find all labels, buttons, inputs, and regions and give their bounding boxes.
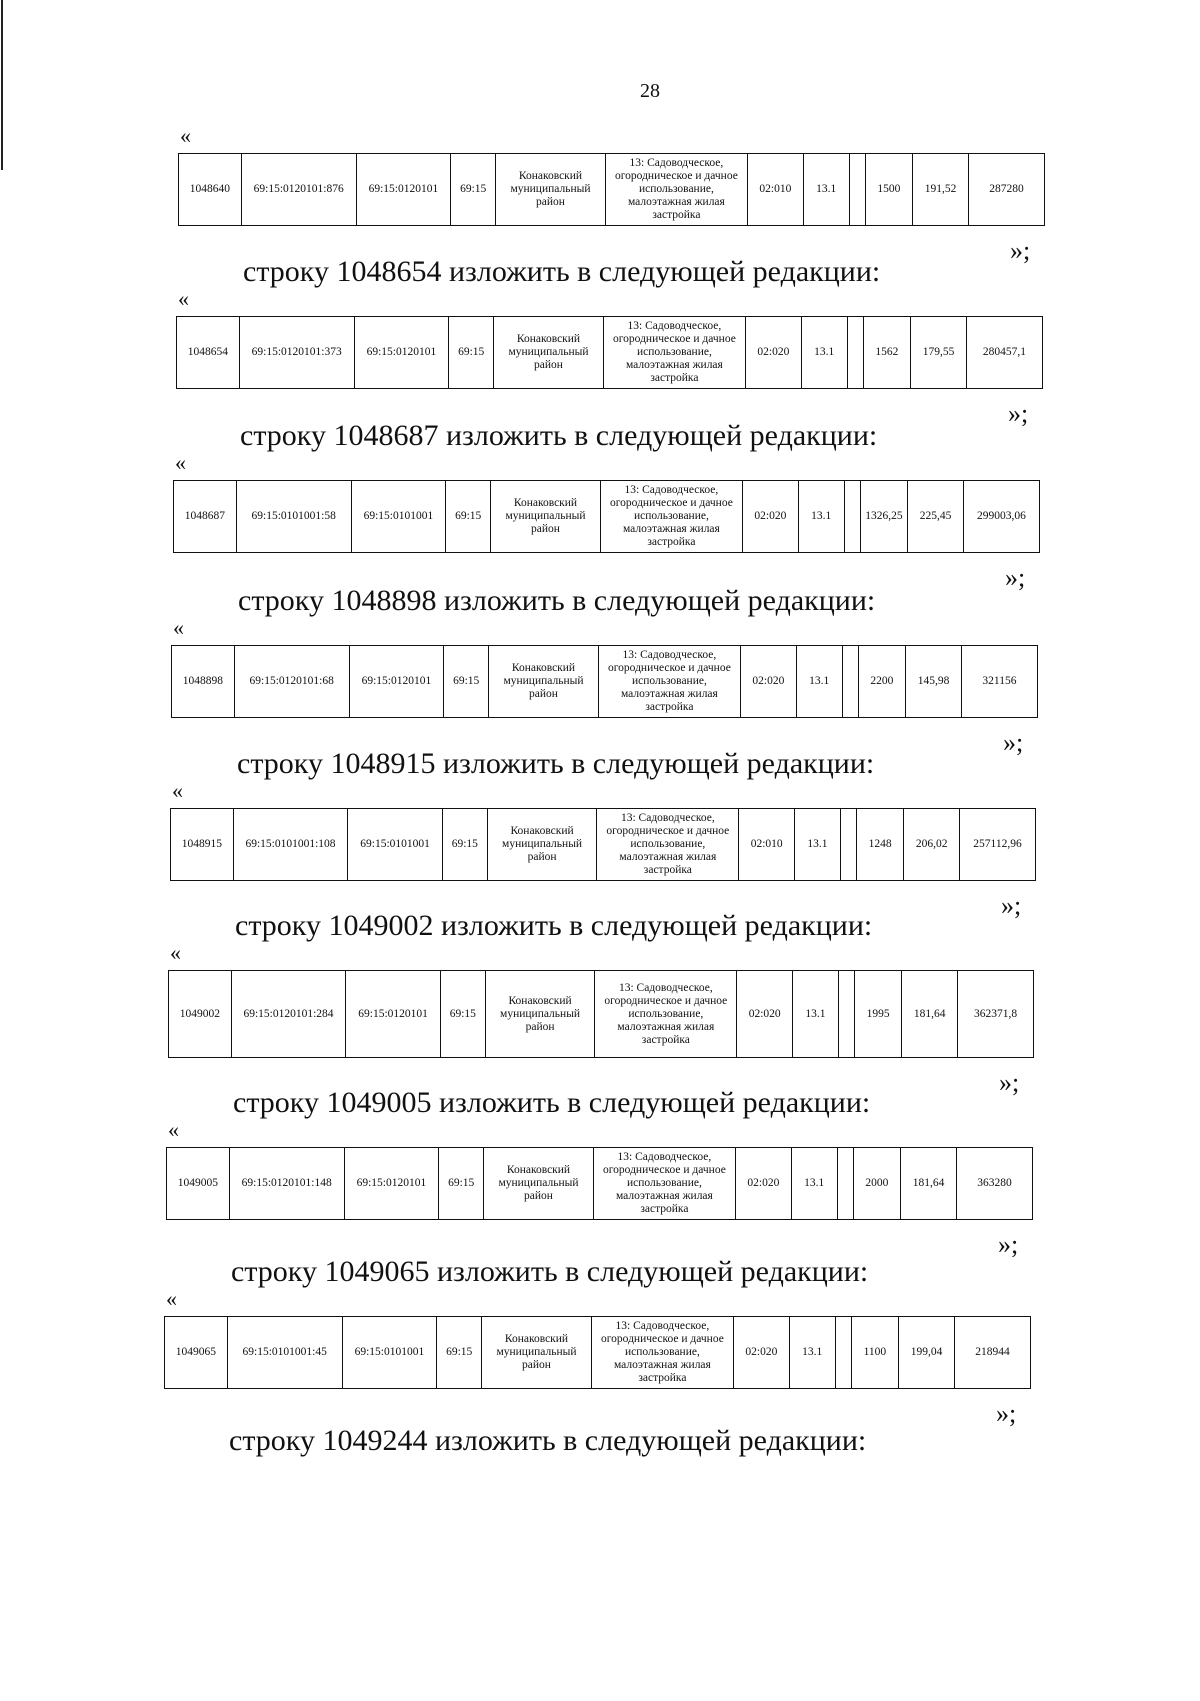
area: 1995 [854,971,902,1058]
municipality: Конаковский муниципальный район [484,1148,594,1220]
rate: 145,98 [906,646,962,718]
district-code: 69:15 [451,154,496,226]
section-heading: строку 1048898 изложить в следующей редакции: [238,584,876,617]
empty-cell [835,1317,851,1389]
zone-code: 02:020 [746,317,802,389]
table-row [165,1317,1031,1389]
open-quote-mark: « [178,286,189,311]
empty-cell [838,971,854,1058]
section-heading: строку 1048915 изложить в следующей редакции: [237,747,875,780]
zone-code: 02:020 [737,971,793,1058]
table-row [179,154,1045,226]
area: 1326,25 [860,481,908,553]
cadastral-value: 257112,96 [960,809,1036,881]
cadastral-value: 299003,06 [963,481,1039,553]
cadastral-number: 69:15:0120101:876 [241,154,356,226]
rate: 181,64 [902,971,958,1058]
section-heading: строку 1048654 изложить в следующей редакции: [243,255,881,288]
municipality: Конаковский муниципальный район [496,154,606,226]
cadastral-value: 363280 [956,1148,1032,1220]
empty-cell [849,154,865,226]
cadastral-block: 69:15:0120101 [349,646,444,718]
cadastral-block: 69:15:0101001 [348,809,442,881]
cadastral-value: 362371,8 [958,971,1034,1058]
record-id: 1049002 [169,971,232,1058]
land-use: 13: Садоводческое, огородническое и дачное использование, малоэтажная жилая застройка [598,646,740,718]
land-use: 13: Садоводческое, огородническое и дачное использование, малоэтажная жилая застройка [605,154,747,226]
cadastral-number: 69:15:0120101:284 [231,971,346,1058]
district-code: 69:15 [440,971,485,1058]
municipality: Конаковский муниципальный район [482,1317,592,1389]
scan-edge-line [1,0,3,170]
zone-code: 02:010 [739,809,795,881]
record-table [164,1316,1031,1389]
section-heading: строку 1049005 изложить в следующей редакции: [233,1086,871,1119]
record-table [173,480,1040,553]
record-id: 1048687 [174,481,237,553]
record-table [176,316,1043,389]
municipality: Конаковский муниципальный район [485,971,594,1058]
open-quote-mark: « [166,1286,177,1311]
group-code: 13.1 [791,1148,837,1220]
cadastral-block: 69:15:0120101 [354,317,449,389]
group-code: 13.1 [798,481,844,553]
district-code: 69:15 [449,317,494,389]
land-use: 13: Садоводческое, огородническое и дачное использование, малоэтажная жилая застройка [603,317,745,389]
cadastral-number: 69:15:0101001:108 [233,809,348,881]
section-heading: строку 1049002 изложить в следующей редакции: [235,909,873,942]
land-use: 13: Садоводческое, огородническое и дачное использование, малоэтажная жилая застройка [597,809,739,881]
area: 2000 [853,1148,901,1220]
cadastral-block: 69:15:0120101 [346,971,440,1058]
table-row [169,971,1034,1058]
cadastral-block: 69:15:0120101 [356,154,451,226]
cadastral-number: 69:15:0120101:373 [239,317,354,389]
open-quote-mark: « [180,123,191,148]
cadastral-number: 69:15:0120101:68 [234,646,349,718]
record-table [170,808,1036,881]
municipality: Конаковский муниципальный район [487,809,596,881]
empty-cell [837,1148,853,1220]
close-quote-mark: »; [1003,728,1024,757]
zone-code: 02:020 [741,646,797,718]
cadastral-number: 69:15:0120101:148 [229,1148,344,1220]
zone-code: 02:010 [748,154,804,226]
cadastral-block: 69:15:0120101 [344,1148,439,1220]
rate: 191,52 [913,154,969,226]
municipality: Конаковский муниципальный район [489,646,599,718]
cadastral-value: 218944 [954,1317,1030,1389]
district-code: 69:15 [444,646,489,718]
district-code: 69:15 [439,1148,484,1220]
table-row [177,317,1043,389]
land-use: 13: Садоводческое, огородническое и дачное использование, малоэтажная жилая застройка [595,971,737,1058]
record-id: 1048898 [172,646,235,718]
close-quote-mark: »; [996,1399,1017,1428]
open-quote-mark: « [172,778,183,803]
section-heading-final: строку 1049244 изложить в следующей редакции: [229,1424,867,1457]
rate: 206,02 [904,809,960,881]
empty-cell [840,809,856,881]
open-quote-mark: « [170,940,181,965]
group-code: 13.1 [803,154,849,226]
municipality: Конаковский муниципальный район [494,317,604,389]
empty-cell [847,317,863,389]
group-code: 13.1 [793,971,839,1058]
close-quote-mark: »; [1010,236,1031,265]
record-id: 1048640 [179,154,242,226]
area: 1100 [851,1317,899,1389]
open-quote-mark: « [168,1117,179,1142]
empty-cell [842,646,858,718]
group-code: 13.1 [796,646,842,718]
close-quote-mark: »; [999,1068,1020,1097]
zone-code: 02:020 [736,1148,792,1220]
area: 1248 [856,809,904,881]
table-row [172,646,1038,718]
land-use: 13: Садоводческое, огородническое и дачное использование, малоэтажная жилая застройка [600,481,742,553]
page-number: 28 [640,80,660,102]
area: 1500 [865,154,913,226]
record-table [168,970,1034,1058]
rate: 225,45 [908,481,964,553]
district-code: 69:15 [437,1317,482,1389]
zone-code: 02:020 [734,1317,790,1389]
cadastral-block: 69:15:0101001 [351,481,446,553]
rate: 199,04 [899,1317,955,1389]
cadastral-number: 69:15:0101001:58 [236,481,351,553]
district-code: 69:15 [442,809,487,881]
table-row [174,481,1040,553]
group-code: 13.1 [789,1317,835,1389]
table-row [167,1148,1033,1220]
open-quote-mark: « [173,615,184,640]
zone-code: 02:020 [743,481,799,553]
land-use: 13: Садоводческое, огородническое и дачное использование, малоэтажная жилая застройка [591,1317,733,1389]
empty-cell [844,481,860,553]
record-table [178,153,1045,226]
record-id: 1049005 [167,1148,230,1220]
section-heading: строку 1049065 изложить в следующей редакции: [231,1255,869,1288]
cadastral-value: 287280 [968,154,1044,226]
close-quote-mark: »; [1001,891,1022,920]
group-code: 13.1 [795,809,841,881]
group-code: 13.1 [801,317,847,389]
cadastral-number: 69:15:0101001:45 [227,1317,342,1389]
record-table [166,1147,1033,1220]
rate: 181,64 [901,1148,957,1220]
record-id: 1048915 [171,809,234,881]
rate: 179,55 [911,317,967,389]
municipality: Конаковский муниципальный район [491,481,601,553]
open-quote-mark: « [175,450,186,475]
land-use: 13: Садоводческое, огородническое и дачное использование, малоэтажная жилая застройка [593,1148,735,1220]
record-id: 1048654 [177,317,240,389]
table-row [171,809,1036,881]
section-heading: строку 1048687 изложить в следующей редакции: [240,419,878,452]
area: 1562 [863,317,911,389]
close-quote-mark: »; [1008,399,1029,428]
cadastral-value: 280457,1 [966,317,1042,389]
area: 2200 [858,646,906,718]
cadastral-block: 69:15:0101001 [342,1317,437,1389]
record-id: 1049065 [165,1317,228,1389]
record-table [171,645,1038,718]
cadastral-value: 321156 [961,646,1037,718]
close-quote-mark: »; [998,1230,1019,1259]
district-code: 69:15 [446,481,491,553]
close-quote-mark: »; [1005,563,1026,592]
